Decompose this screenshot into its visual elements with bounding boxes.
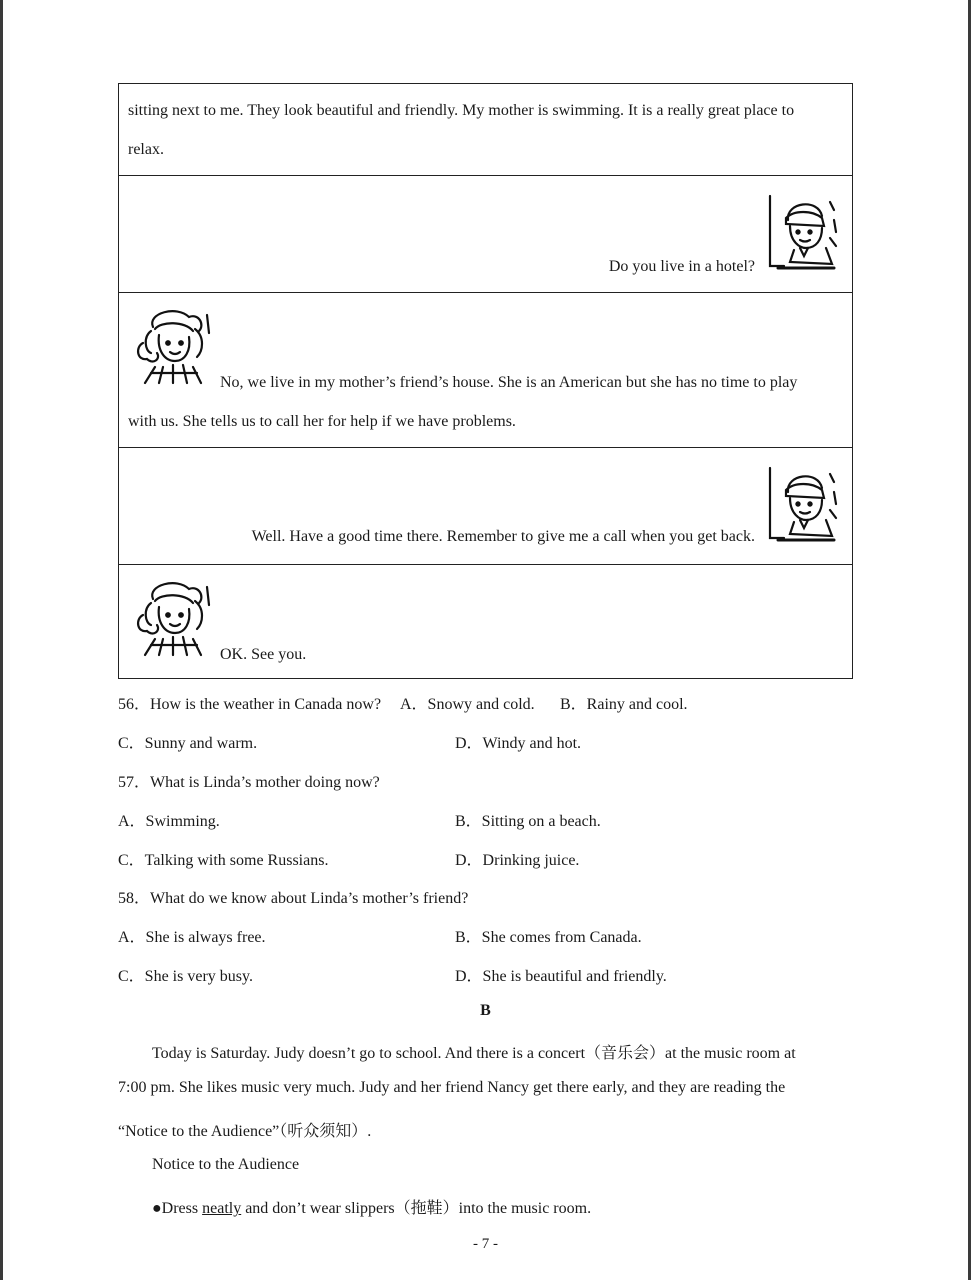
notice-bullet [152, 1195, 591, 1218]
boy-speaker-icon [764, 192, 842, 272]
girl-speaker-icon [133, 307, 215, 389]
notice-bullet-prefix: ●Dress [152, 1200, 203, 1217]
notice-bullet-rest: and don’t wear slippers（拖鞋）into the music room. [241, 1200, 592, 1217]
girl-speaker-icon [133, 579, 215, 661]
dialogue-text: sitting next to me. They look beautiful and friendly. My mother is swimming. It is a really great place to [128, 102, 795, 119]
question-57-option-c: C．Talking with some Russians. [118, 852, 329, 869]
question-56-option-c: C．Sunny and warm. [118, 735, 258, 752]
dialogue-row-2 [119, 175, 852, 292]
dialogue-text: with us. She tells us to call her for help if we have problems. [128, 413, 516, 430]
notice-title: Notice to the Audience [152, 1156, 300, 1173]
dialogue-text: relax. [128, 141, 164, 158]
passage-line: 7:00 pm. She likes music very much. Judy and her friend Nancy get there early, and they are reading the [118, 1079, 786, 1096]
page-number: - 7 - [473, 1236, 498, 1252]
dialogue-row-4 [119, 447, 852, 564]
question-58-stem: 58．What do we know about Linda’s mother’s friend? [118, 890, 469, 907]
dialogue-text: Well. Have a good time there. Remember to give me a call when you get back. [251, 528, 755, 545]
dialogue-row-5 [119, 564, 852, 678]
section-heading: B [480, 1002, 491, 1019]
boy-speaker-icon [764, 464, 842, 544]
passage-line: Today is Saturday. Judy doesn’t go to school. And there is a concert（音乐会）at the music room at [152, 1045, 796, 1062]
dialogue-text: Do you live in a hotel? [608, 258, 755, 275]
question-58-option-b: B．She comes from Canada. [455, 929, 642, 946]
question-56-option-d: D．Windy and hot. [455, 735, 582, 752]
question-57-option-d: D．Drinking juice. [455, 852, 580, 869]
question-57-option-b: B．Sitting on a beach. [455, 813, 601, 830]
dialogue-row-3 [119, 292, 852, 447]
question-56-option-a: A．Snowy and cold. [400, 696, 535, 713]
passage-line: “Notice to the Audience”（听众须知）. [118, 1123, 372, 1140]
dialogue-text: OK. See you. [220, 646, 307, 663]
dialogue-text: No, we live in my mother’s friend’s house. She is an American but she has no time to play [220, 374, 798, 391]
dialogue-row-1 [119, 84, 852, 175]
dialogue-table [118, 83, 853, 679]
question-58-option-d: D．She is beautiful and friendly. [455, 968, 667, 985]
question-57-stem: 57．What is Linda’s mother doing now? [118, 774, 380, 791]
notice-bullet-underlined: neatly [202, 1200, 242, 1217]
page-edge-left [0, 0, 3, 1280]
question-57-option-a: A．Swimming. [118, 813, 220, 830]
question-56-option-b: B．Rainy and cool. [560, 696, 688, 713]
question-58-option-a: A．She is always free. [118, 929, 266, 946]
question-58-option-c: C．She is very busy. [118, 968, 253, 985]
question-56-stem: 56．How is the weather in Canada now? [118, 696, 382, 713]
